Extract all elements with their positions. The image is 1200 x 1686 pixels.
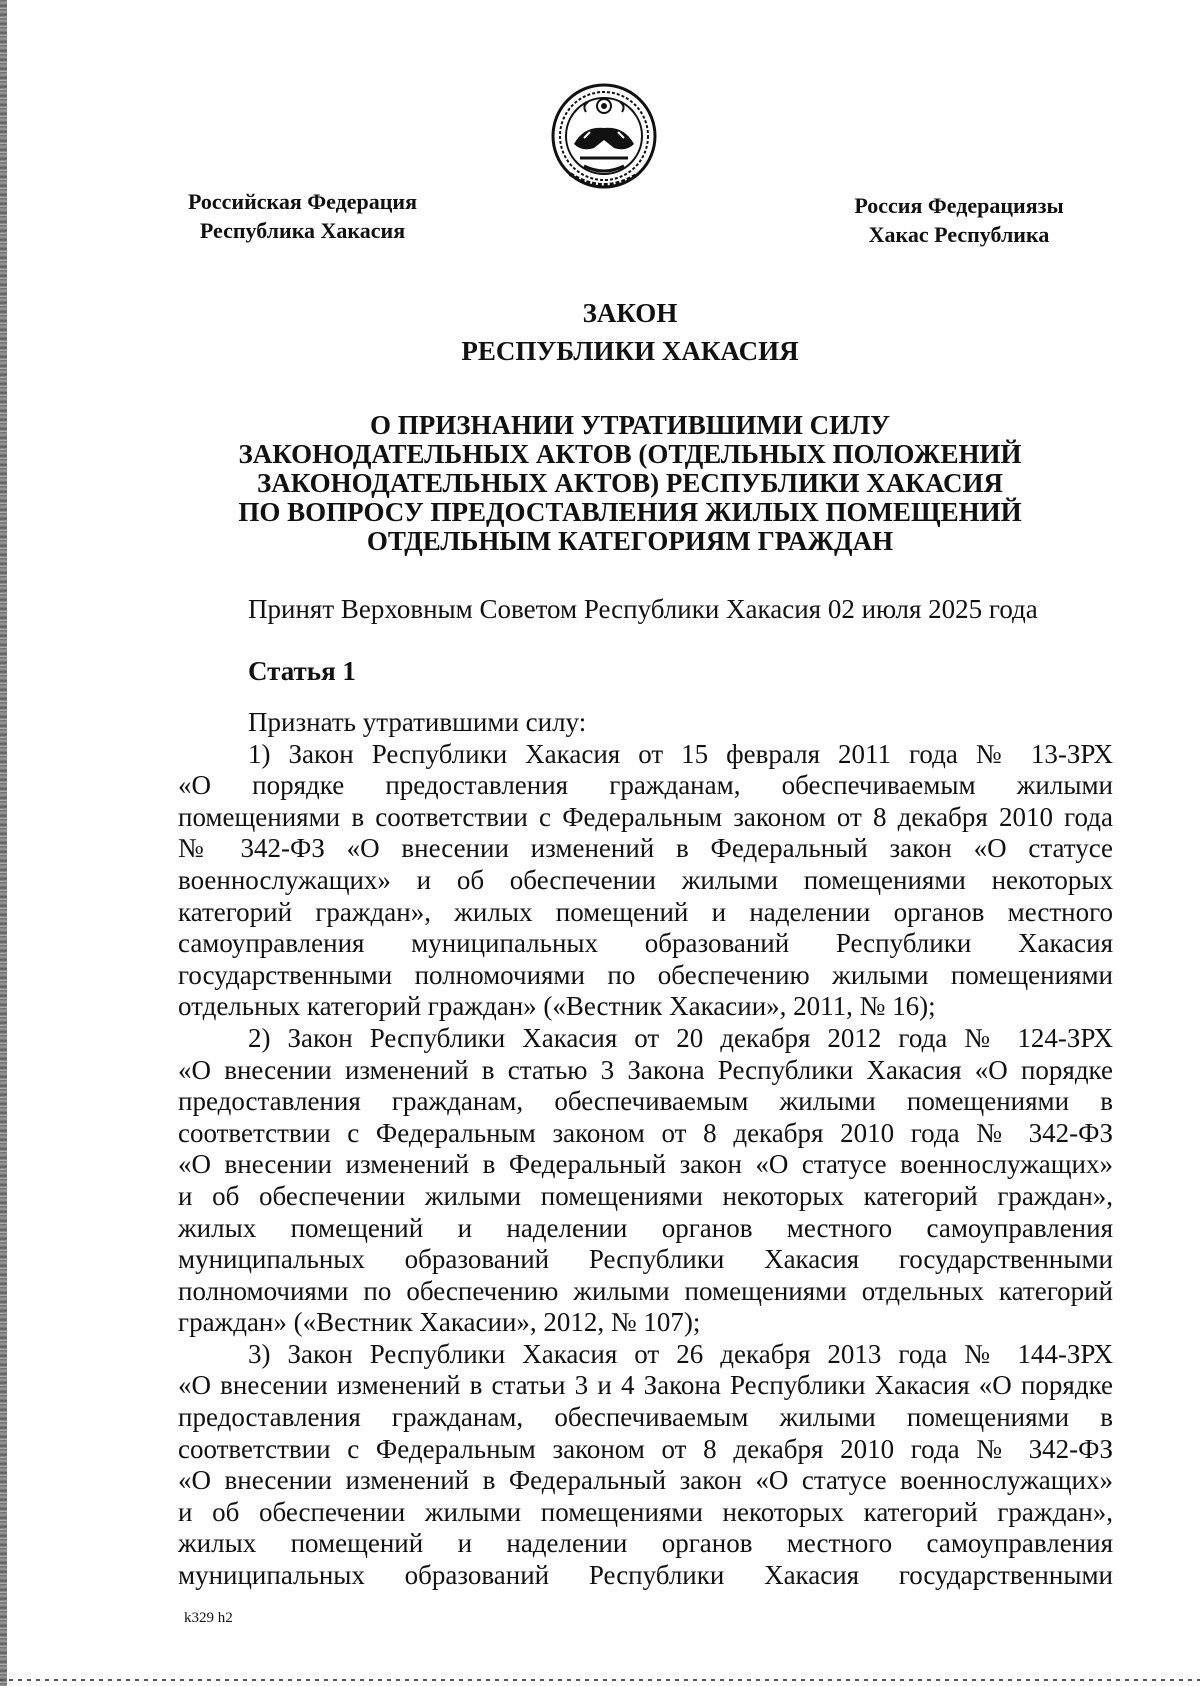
law-subject (200, 411, 1060, 556)
item-1-line: отдельных категорий граждан» («Вестник Хакасии», 2011, № 16); (178, 991, 936, 1022)
law-subject-line: ЗАКОНОДАТЕЛЬНЫХ АКТОВ) РЕСПУБЛИКИ ХАКАСИЯ (256, 468, 1004, 498)
coat-of-arms-emblem (550, 82, 658, 190)
item-3-line: жилых помещений и наделении органов местного самоуправления (178, 1528, 1113, 1559)
header-left-country: Российская Федерация (187, 189, 418, 214)
article-body (178, 707, 1113, 1592)
header-right-country: Россия Федерациязы (854, 193, 1064, 218)
adoption-statement: Принят Верховным Советом Республики Хакасия 02 июля 2025 года (248, 594, 1038, 624)
item-2-line: «О внесении изменений в статью 3 Закона Республики Хакасия «О порядке (178, 1054, 1113, 1085)
item-3-line: соответствии с Федеральным законом от 8 декабря 2010 года № 342-ФЗ (178, 1433, 1113, 1464)
item-1-line: 1) Закон Республики Хакасия от 15 февраля 2011 года № 13-ЗРХ (248, 738, 1113, 769)
article-intro: Признать утратившими силу: (248, 707, 587, 737)
item-2-line: «О внесении изменений в Федеральный закон «О статусе военнослужащих» (178, 1149, 1113, 1180)
item-2-line: полномочиями по обеспечению жилыми помещениями отдельных категорий (178, 1275, 1113, 1306)
document-code: k329 h2 (184, 1610, 233, 1626)
item-3-line: муниципальных образований Республики Хакасия государственными (178, 1560, 1113, 1591)
law-title (200, 294, 1060, 370)
item-1-line: «О порядке предоставления гражданам, обеспечиваемым жилыми (178, 770, 1113, 801)
header-left-block (170, 187, 435, 245)
item-2-line: граждан» («Вестник Хакасии», 2012, № 107); (178, 1307, 701, 1338)
item-2-line: предоставления гражданам, обеспечиваемым жилыми помещениями в (178, 1086, 1113, 1117)
law-title-line: РЕСПУБЛИКИ ХАКАСИЯ (461, 336, 799, 366)
law-subject-line: ПО ВОПРОСУ ПРЕДОСТАВЛЕНИЯ ЖИЛЫХ ПОМЕЩЕНИЙ (238, 497, 1022, 527)
item-3-line: «О внесении изменений в статьи 3 и 4 Закона Республики Хакасия «О порядке (178, 1370, 1113, 1401)
item-2-line: соответствии с Федеральным законом от 8 декабря 2010 года № 342-ФЗ (178, 1117, 1113, 1148)
scan-edge-bottom (0, 1679, 1200, 1681)
item-1-line: № 342-ФЗ «О внесении изменений в Федеральный закон «О статусе (178, 833, 1113, 864)
item-1-line: самоуправления муниципальных образований Республики Хакасия (178, 928, 1113, 959)
item-1-line: государственными полномочиями по обеспечению жилыми помещениями (178, 959, 1113, 990)
item-1-line: категорий граждан», жилых помещений и наделении органов местного (178, 896, 1113, 927)
item-3-line: и об обеспечении жилыми помещениями некоторых категорий граждан», (178, 1496, 1113, 1527)
law-title-line: ЗАКОН (582, 298, 678, 328)
scan-edge-left (0, 0, 7, 1686)
header-right-block (838, 191, 1080, 249)
article-heading: Статья 1 (248, 656, 356, 686)
law-subject-line: ЗАКОНОДАТЕЛЬНЫХ АКТОВ (ОТДЕЛЬНЫХ ПОЛОЖЕНИЙ (238, 439, 1022, 469)
item-2-line: муниципальных образований Республики Хакасия государственными (178, 1244, 1113, 1275)
item-1-line: помещениями в соответствии с Федеральным законом от 8 декабря 2010 года (178, 801, 1113, 832)
item-2-line: 2) Закон Республики Хакасия от 20 декабря 2012 года № 124-ЗРХ (248, 1022, 1113, 1053)
law-subject-line: О ПРИЗНАНИИ УТРАТИВШИМИ СИЛУ (369, 410, 891, 440)
item-1-line: военнослужащих» и об обеспечении жилыми помещениями некоторых (178, 864, 1113, 895)
item-2-line: и об обеспечении жилыми помещениями некоторых категорий граждан», (178, 1180, 1113, 1211)
item-3-line: предоставления гражданам, обеспечиваемым жилыми помещениями в (178, 1402, 1113, 1433)
header-left-republic: Республика Хакасия (199, 218, 406, 243)
item-3-line: «О внесении изменений в Федеральный закон «О статусе военнослужащих» (178, 1465, 1113, 1496)
law-subject-line: ОТДЕЛЬНЫМ КАТЕГОРИЯМ ГРАЖДАН (366, 526, 894, 556)
item-3-line: 3) Закон Республики Хакасия от 26 декабря 2013 года № 144-ЗРХ (248, 1338, 1113, 1369)
item-2-line: жилых помещений и наделении органов местного самоуправления (178, 1212, 1113, 1243)
header-right-republic: Хакас Республика (868, 222, 1050, 247)
